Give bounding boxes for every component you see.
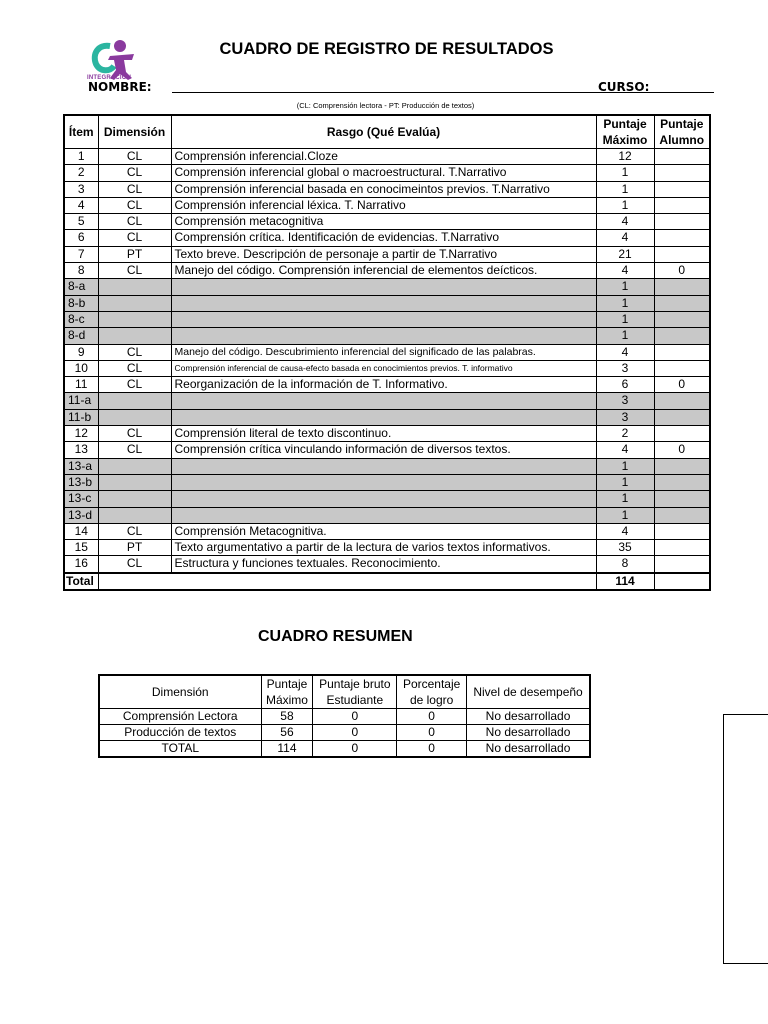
table-row — [64, 295, 710, 311]
alumno-cell[interactable] — [654, 474, 710, 490]
dimension-cell: CL — [98, 197, 171, 213]
table-row — [64, 377, 710, 393]
summary-dimension-cell: TOTAL — [99, 741, 261, 758]
alumno-cell[interactable]: 0 — [654, 377, 710, 393]
max-cell: 4 — [596, 523, 654, 539]
max-cell: 1 — [596, 311, 654, 327]
curso-field[interactable] — [657, 92, 714, 93]
max-cell: 2 — [596, 426, 654, 442]
table-row — [64, 540, 710, 556]
rasgo-cell: Comprensión crítica. Identificación de evidencias. T.Narrativo — [171, 230, 596, 246]
rasgo-cell: Manejo del código. Comprensión inferencial de elementos deícticos. — [171, 263, 596, 279]
table-row — [64, 246, 710, 262]
total-row — [64, 573, 710, 590]
table-row — [64, 556, 710, 573]
alumno-cell[interactable]: 0 — [654, 263, 710, 279]
item-cell: 8-c — [64, 311, 98, 327]
alumno-cell[interactable] — [654, 540, 710, 556]
dimension-cell — [98, 295, 171, 311]
summary-max-cell: 56 — [261, 725, 313, 741]
summary-dimension-cell: Comprensión Lectora — [99, 709, 261, 725]
table-row — [64, 181, 710, 197]
alumno-cell[interactable] — [654, 393, 710, 409]
item-cell: 1 — [64, 149, 98, 165]
alumno-cell[interactable] — [654, 458, 710, 474]
summary-porcentaje-cell: 0 — [397, 741, 467, 758]
item-cell: 8-b — [64, 295, 98, 311]
max-cell: 21 — [596, 246, 654, 262]
header-dimension: Dimensión — [98, 115, 171, 149]
dimension-cell: CL — [98, 360, 171, 376]
dimension-cell — [98, 328, 171, 344]
table-row — [64, 409, 710, 425]
rasgo-cell — [171, 409, 596, 425]
summary-bruto-cell: 0 — [313, 741, 397, 758]
rasgo-cell: Comprensión inferencial basada en conocimeintos previos. T.Narrativo — [171, 181, 596, 197]
dimension-cell: CL — [98, 523, 171, 539]
summary-header-bruto: Puntaje bruto Estudiante — [313, 675, 397, 709]
rasgo-cell: Reorganización de la información de T. Informativo. — [171, 377, 596, 393]
logo-text: INTEGRACION — [87, 75, 132, 81]
header-puntaje-maximo: Puntaje Máximo — [596, 115, 654, 149]
max-cell: 1 — [596, 328, 654, 344]
item-cell: 12 — [64, 426, 98, 442]
dimension-cell: PT — [98, 540, 171, 556]
item-cell: 15 — [64, 540, 98, 556]
table-row — [64, 214, 710, 230]
header-rasgo: Rasgo (Qué Evalúa) — [171, 115, 596, 149]
max-cell: 3 — [596, 393, 654, 409]
header-puntaje-alumno: Puntaje Alumno — [654, 115, 710, 149]
alumno-cell[interactable] — [654, 344, 710, 360]
summary-nivel-cell: No desarrollado — [467, 709, 590, 725]
alumno-cell[interactable] — [654, 491, 710, 507]
page-title: CUADRO DE REGISTRO DE RESULTADOS — [219, 40, 554, 58]
dimension-cell: CL — [98, 344, 171, 360]
results-header-row — [64, 115, 710, 149]
rasgo-cell: Estructura y funciones textuales. Reconocimiento. — [171, 556, 596, 573]
item-cell: 14 — [64, 523, 98, 539]
summary-row — [99, 725, 590, 741]
rasgo-cell: Texto breve. Descripción de personaje a partir de T.Narrativo — [171, 246, 596, 262]
alumno-cell[interactable] — [654, 556, 710, 573]
max-cell: 4 — [596, 263, 654, 279]
summary-header-row — [99, 675, 590, 709]
item-cell: 13-d — [64, 507, 98, 523]
table-row — [64, 458, 710, 474]
max-cell: 1 — [596, 295, 654, 311]
dimension-cell — [98, 507, 171, 523]
table-row — [64, 442, 710, 458]
item-cell: 4 — [64, 197, 98, 213]
alumno-cell[interactable] — [654, 214, 710, 230]
dimension-cell — [98, 458, 171, 474]
max-cell: 4 — [596, 344, 654, 360]
dimension-cell: CL — [98, 556, 171, 573]
rasgo-cell: Comprensión inferencial léxica. T. Narrativo — [171, 197, 596, 213]
item-cell: 11-b — [64, 409, 98, 425]
rasgo-cell — [171, 279, 596, 295]
max-cell: 1 — [596, 279, 654, 295]
rasgo-cell — [171, 295, 596, 311]
max-cell: 1 — [596, 458, 654, 474]
max-cell: 1 — [596, 197, 654, 213]
dimension-cell — [98, 279, 171, 295]
summary-table — [98, 674, 591, 758]
max-cell: 1 — [596, 474, 654, 490]
total-value: 114 — [596, 573, 654, 590]
rasgo-cell: Comprensión inferencial de causa-efecto basada en conocimientos previos. T. informativo — [171, 360, 596, 376]
summary-row — [99, 741, 590, 758]
nombre-curso-row — [88, 80, 714, 96]
alumno-cell[interactable] — [654, 246, 710, 262]
rasgo-cell — [171, 507, 596, 523]
item-cell: 8 — [64, 263, 98, 279]
alumno-cell[interactable] — [654, 230, 710, 246]
item-cell: 3 — [64, 181, 98, 197]
summary-porcentaje-cell: 0 — [397, 709, 467, 725]
rasgo-cell: Texto argumentativo a partir de la lectura de varios textos informativos. — [171, 540, 596, 556]
item-cell: 5 — [64, 214, 98, 230]
max-cell: 1 — [596, 165, 654, 181]
rasgo-cell: Comprensión inferencial global o macroestructural. T.Narrativo — [171, 165, 596, 181]
dimension-cell: CL — [98, 377, 171, 393]
dimension-cell: CL — [98, 230, 171, 246]
max-cell: 8 — [596, 556, 654, 573]
alumno-cell[interactable] — [654, 181, 710, 197]
rasgo-cell — [171, 311, 596, 327]
max-cell: 3 — [596, 360, 654, 376]
table-row — [64, 393, 710, 409]
dimension-cell — [98, 474, 171, 490]
side-box — [723, 714, 768, 964]
rasgo-cell: Comprensión Metacognitiva. — [171, 523, 596, 539]
table-row — [64, 263, 710, 279]
item-cell: 11-a — [64, 393, 98, 409]
max-cell: 1 — [596, 491, 654, 507]
item-cell: 13-b — [64, 474, 98, 490]
alumno-cell[interactable] — [654, 311, 710, 327]
dimension-cell: CL — [98, 263, 171, 279]
alumno-cell[interactable] — [654, 149, 710, 165]
table-row — [64, 165, 710, 181]
table-row — [64, 426, 710, 442]
summary-max-cell: 114 — [261, 741, 313, 758]
total-label: Total — [64, 573, 98, 590]
dimension-cell: CL — [98, 426, 171, 442]
nombre-label: NOMBRE: — [88, 80, 152, 94]
summary-bruto-cell: 0 — [313, 725, 397, 741]
rasgo-cell — [171, 328, 596, 344]
summary-header-porcentaje: Porcentaje de logro — [397, 675, 467, 709]
table-row — [64, 149, 710, 165]
results-table — [63, 114, 711, 591]
alumno-cell[interactable] — [654, 507, 710, 523]
dimension-cell — [98, 491, 171, 507]
item-cell: 8-a — [64, 279, 98, 295]
alumno-cell[interactable]: 0 — [654, 442, 710, 458]
alumno-cell[interactable] — [654, 279, 710, 295]
rasgo-cell — [171, 474, 596, 490]
max-cell: 4 — [596, 442, 654, 458]
rasgo-cell: Comprensión literal de texto discontinuo. — [171, 426, 596, 442]
dimension-cell — [98, 311, 171, 327]
alumno-cell[interactable] — [654, 523, 710, 539]
item-cell: 2 — [64, 165, 98, 181]
alumno-cell[interactable] — [654, 295, 710, 311]
summary-header-nivel: Nivel de desempeño — [467, 675, 590, 709]
alumno-cell[interactable] — [654, 360, 710, 376]
item-cell: 13-c — [64, 491, 98, 507]
table-row — [64, 507, 710, 523]
item-cell: 7 — [64, 246, 98, 262]
table-row — [64, 311, 710, 327]
rasgo-cell: Comprensión metacognitiva — [171, 214, 596, 230]
dimension-cell: CL — [98, 181, 171, 197]
item-cell: 8-d — [64, 328, 98, 344]
alumno-cell[interactable] — [654, 328, 710, 344]
table-row — [64, 197, 710, 213]
max-cell: 4 — [596, 230, 654, 246]
table-row — [64, 491, 710, 507]
total-spacer — [98, 573, 596, 590]
summary-header-max: Puntaje Máximo — [261, 675, 313, 709]
item-cell: 11 — [64, 377, 98, 393]
legend: (CL: Comprensión lectora - PT: Producción de textos) — [296, 101, 475, 110]
max-cell: 12 — [596, 149, 654, 165]
dimension-cell: PT — [98, 246, 171, 262]
summary-porcentaje-cell: 0 — [397, 725, 467, 741]
summary-nivel-cell: No desarrollado — [467, 741, 590, 758]
rasgo-cell — [171, 491, 596, 507]
dimension-cell — [98, 409, 171, 425]
resumen-title: CUADRO RESUMEN — [258, 628, 413, 645]
summary-row — [99, 709, 590, 725]
summary-dimension-cell: Producción de textos — [99, 725, 261, 741]
table-row — [64, 328, 710, 344]
table-row — [64, 474, 710, 490]
rasgo-cell: Comprensión inferencial.Cloze — [171, 149, 596, 165]
max-cell: 35 — [596, 540, 654, 556]
table-row — [64, 230, 710, 246]
rasgo-cell — [171, 393, 596, 409]
dimension-cell: CL — [98, 214, 171, 230]
rasgo-cell: Comprensión crítica vinculando información de diversos textos. — [171, 442, 596, 458]
item-cell: 13-a — [64, 458, 98, 474]
alumno-cell[interactable] — [654, 197, 710, 213]
rasgo-cell — [171, 458, 596, 474]
curso-label: CURSO: — [598, 80, 650, 94]
header-item: Ítem — [64, 115, 98, 149]
max-cell: 3 — [596, 409, 654, 425]
max-cell: 4 — [596, 214, 654, 230]
alumno-cell[interactable] — [654, 426, 710, 442]
table-row — [64, 279, 710, 295]
alumno-cell[interactable] — [654, 165, 710, 181]
rasgo-cell: Manejo del código. Descubrimiento inferencial del significado de las palabras. — [171, 344, 596, 360]
summary-header-dimension: Dimensión — [99, 675, 261, 709]
dimension-cell — [98, 393, 171, 409]
max-cell: 1 — [596, 181, 654, 197]
table-row — [64, 344, 710, 360]
table-row — [64, 523, 710, 539]
summary-nivel-cell: No desarrollado — [467, 725, 590, 741]
item-cell: 13 — [64, 442, 98, 458]
max-cell: 1 — [596, 507, 654, 523]
summary-max-cell: 58 — [261, 709, 313, 725]
item-cell: 16 — [64, 556, 98, 573]
item-cell: 10 — [64, 360, 98, 376]
max-cell: 6 — [596, 377, 654, 393]
summary-bruto-cell: 0 — [313, 709, 397, 725]
alumno-cell[interactable] — [654, 409, 710, 425]
item-cell: 6 — [64, 230, 98, 246]
item-cell: 9 — [64, 344, 98, 360]
dimension-cell: CL — [98, 165, 171, 181]
dimension-cell: CL — [98, 442, 171, 458]
dimension-cell: CL — [98, 149, 171, 165]
total-alumno[interactable] — [654, 573, 710, 590]
table-row — [64, 360, 710, 376]
